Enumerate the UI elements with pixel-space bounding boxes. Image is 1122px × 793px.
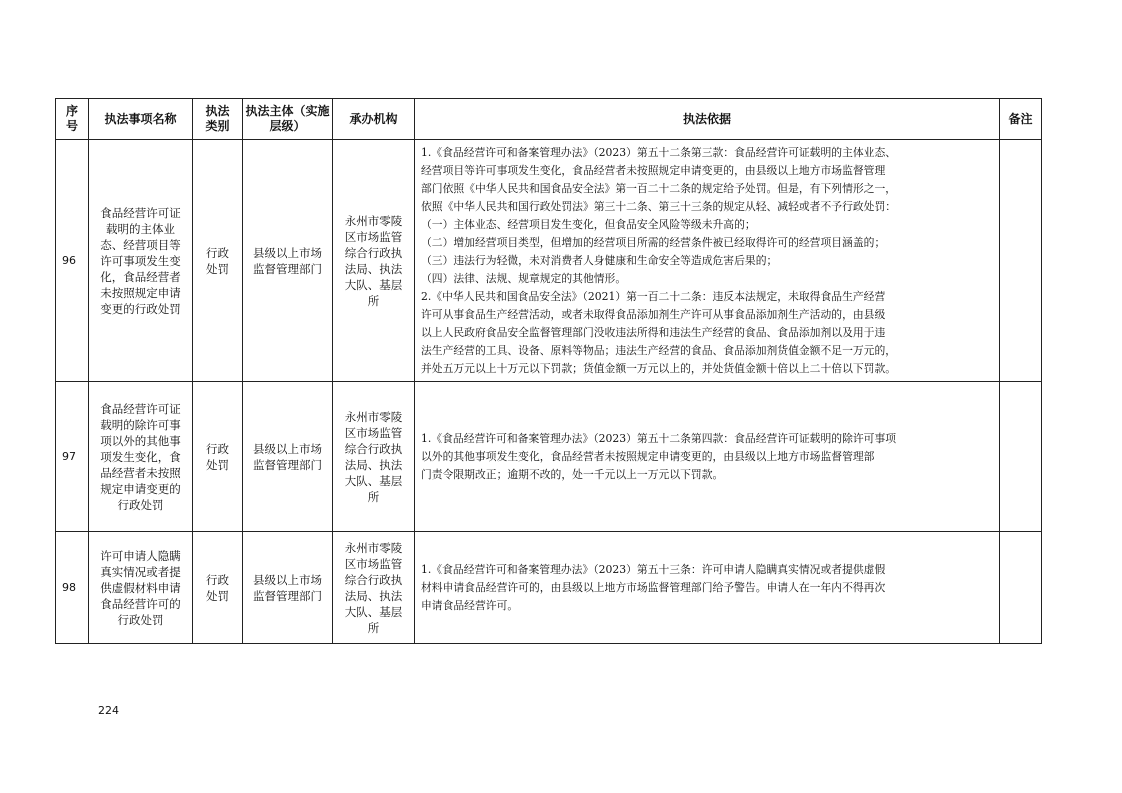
- enforcement-table: [55, 98, 1042, 644]
- basis-line: 以上人民政府食品安全监督管理部门没收违法所得和违法生产经营的食品、食品添加剂以及用于违: [421, 325, 886, 339]
- basis-cell: [415, 382, 1000, 532]
- basis-line: 申请食品经营许可。: [421, 598, 519, 612]
- basis-line: （二）增加经营项目类型，但增加的经营项目所需的经营条件被已经取得许可的经营项目涵盖的；: [421, 235, 886, 249]
- remark-cell: [1000, 532, 1042, 644]
- remark-cell: [1000, 382, 1042, 532]
- basis-line: （四）法律、法规、规章规定的其他情形。: [421, 271, 627, 285]
- basis-line: 法生产经营的工具、设备、原料等物品；违法生产经营的食品、食品添加剂货值金额不足一万元的，: [421, 343, 897, 357]
- subject-cell: 县级以上市场监督管理部门: [243, 140, 333, 382]
- basis-line: 1.《食品经营许可和备案管理办法》（2023）第五十二条第四款：食品经营许可证载明的除许可事项: [421, 431, 897, 445]
- header-category: 执法类别: [193, 99, 243, 140]
- basis-cell: [415, 532, 1000, 644]
- table-row: [56, 140, 1042, 382]
- basis-line: （三）违法行为轻微，未对消费者人身健康和生命安全等造成危害后果的；: [421, 253, 778, 267]
- basis-line: 依照《中华人民共和国行政处罚法》第三十二条、第三十三条的规定从轻、减轻或者不予行政处罚：: [421, 199, 897, 213]
- header-name: 执法事项名称: [89, 99, 193, 140]
- basis-line: 以外的其他事项发生变化，食品经营者未按照规定申请变更的，由县级以上地方市场监督管理部: [421, 449, 875, 463]
- item-name: 食品经营许可证载明的主体业态、经营项目等许可事项发生变化，食品经营者未按照规定申请变更的行政处罚: [89, 140, 193, 382]
- remark-cell: [1000, 140, 1042, 382]
- category-cell: 行政处罚: [193, 140, 243, 382]
- basis-line: 1.《食品经营许可和备案管理办法》（2023）第五十三条：许可申请人隐瞒真实情况或者提供虚假: [421, 562, 886, 576]
- item-name: 许可申请人隐瞒真实情况或者提供虚假材料申请食品经营许可的行政处罚: [89, 532, 193, 644]
- header-seq: 序号: [56, 99, 89, 140]
- header-row: [56, 99, 1042, 140]
- basis-line: 许可从事食品生产经营活动，或者未取得食品添加剂生产许可从事食品添加剂生产活动的，由县级: [421, 307, 886, 321]
- basis-cell: [415, 140, 1000, 382]
- basis-line: 材料申请食品经营许可的，由县级以上地方市场监督管理部门给予警告。申请人在一年内不得再次: [421, 580, 886, 594]
- agency-cell: 永州市零陵区市场监管综合行政执法局、执法大队、基层所: [333, 532, 415, 644]
- subject-cell: 县级以上市场监督管理部门: [243, 382, 333, 532]
- basis-line: 并处五万元以上十万元以下罚款；货值金额一万元以上的，并处货值金额十倍以上二十倍以下罚款。: [421, 361, 897, 375]
- category-cell: 行政处罚: [193, 532, 243, 644]
- header-basis: 执法依据: [415, 99, 1000, 140]
- agency-cell: 永州市零陵区市场监管综合行政执法局、执法大队、基层所: [333, 382, 415, 532]
- item-name: 食品经营许可证载明的除许可事项以外的其他事项发生变化，食品经营者未按照规定申请变更的行政处罚: [89, 382, 193, 532]
- basis-line: （一）主体业态、经营项目发生变化，但食品安全风险等级未升高的；: [421, 217, 756, 231]
- category-cell: 行政处罚: [193, 382, 243, 532]
- row-seq: 96: [56, 140, 89, 382]
- table-row: [56, 382, 1042, 532]
- basis-line: 2.《中华人民共和国食品安全法》（2021）第一百二十二条：违反本法规定，未取得食品生产经营: [421, 289, 886, 303]
- basis-line: 经营项目等许可事项发生变化，食品经营者未按照规定申请变更的，由县级以上地方市场监督管理: [421, 163, 886, 177]
- page-number: 224: [98, 704, 119, 717]
- basis-line: 部门依照《中华人民共和国食品安全法》第一百二十二条的规定给予处罚。但是，有下列情形之一，: [421, 181, 897, 195]
- header-subject: 执法主体（实施层级）: [243, 99, 333, 140]
- header-agency: 承办机构: [333, 99, 415, 140]
- table-row: [56, 532, 1042, 644]
- subject-cell: 县级以上市场监督管理部门: [243, 532, 333, 644]
- row-seq: 97: [56, 382, 89, 532]
- basis-line: 1.《食品经营许可和备案管理办法》（2023）第五十二条第三款：食品经营许可证载明的主体业态、: [421, 145, 897, 159]
- header-remark: 备注: [1000, 99, 1042, 140]
- row-seq: 98: [56, 532, 89, 644]
- agency-cell: 永州市零陵区市场监管综合行政执法局、执法大队、基层所: [333, 140, 415, 382]
- basis-line: 门责令限期改正；逾期不改的，处一千元以上一万元以下罚款。: [421, 467, 724, 481]
